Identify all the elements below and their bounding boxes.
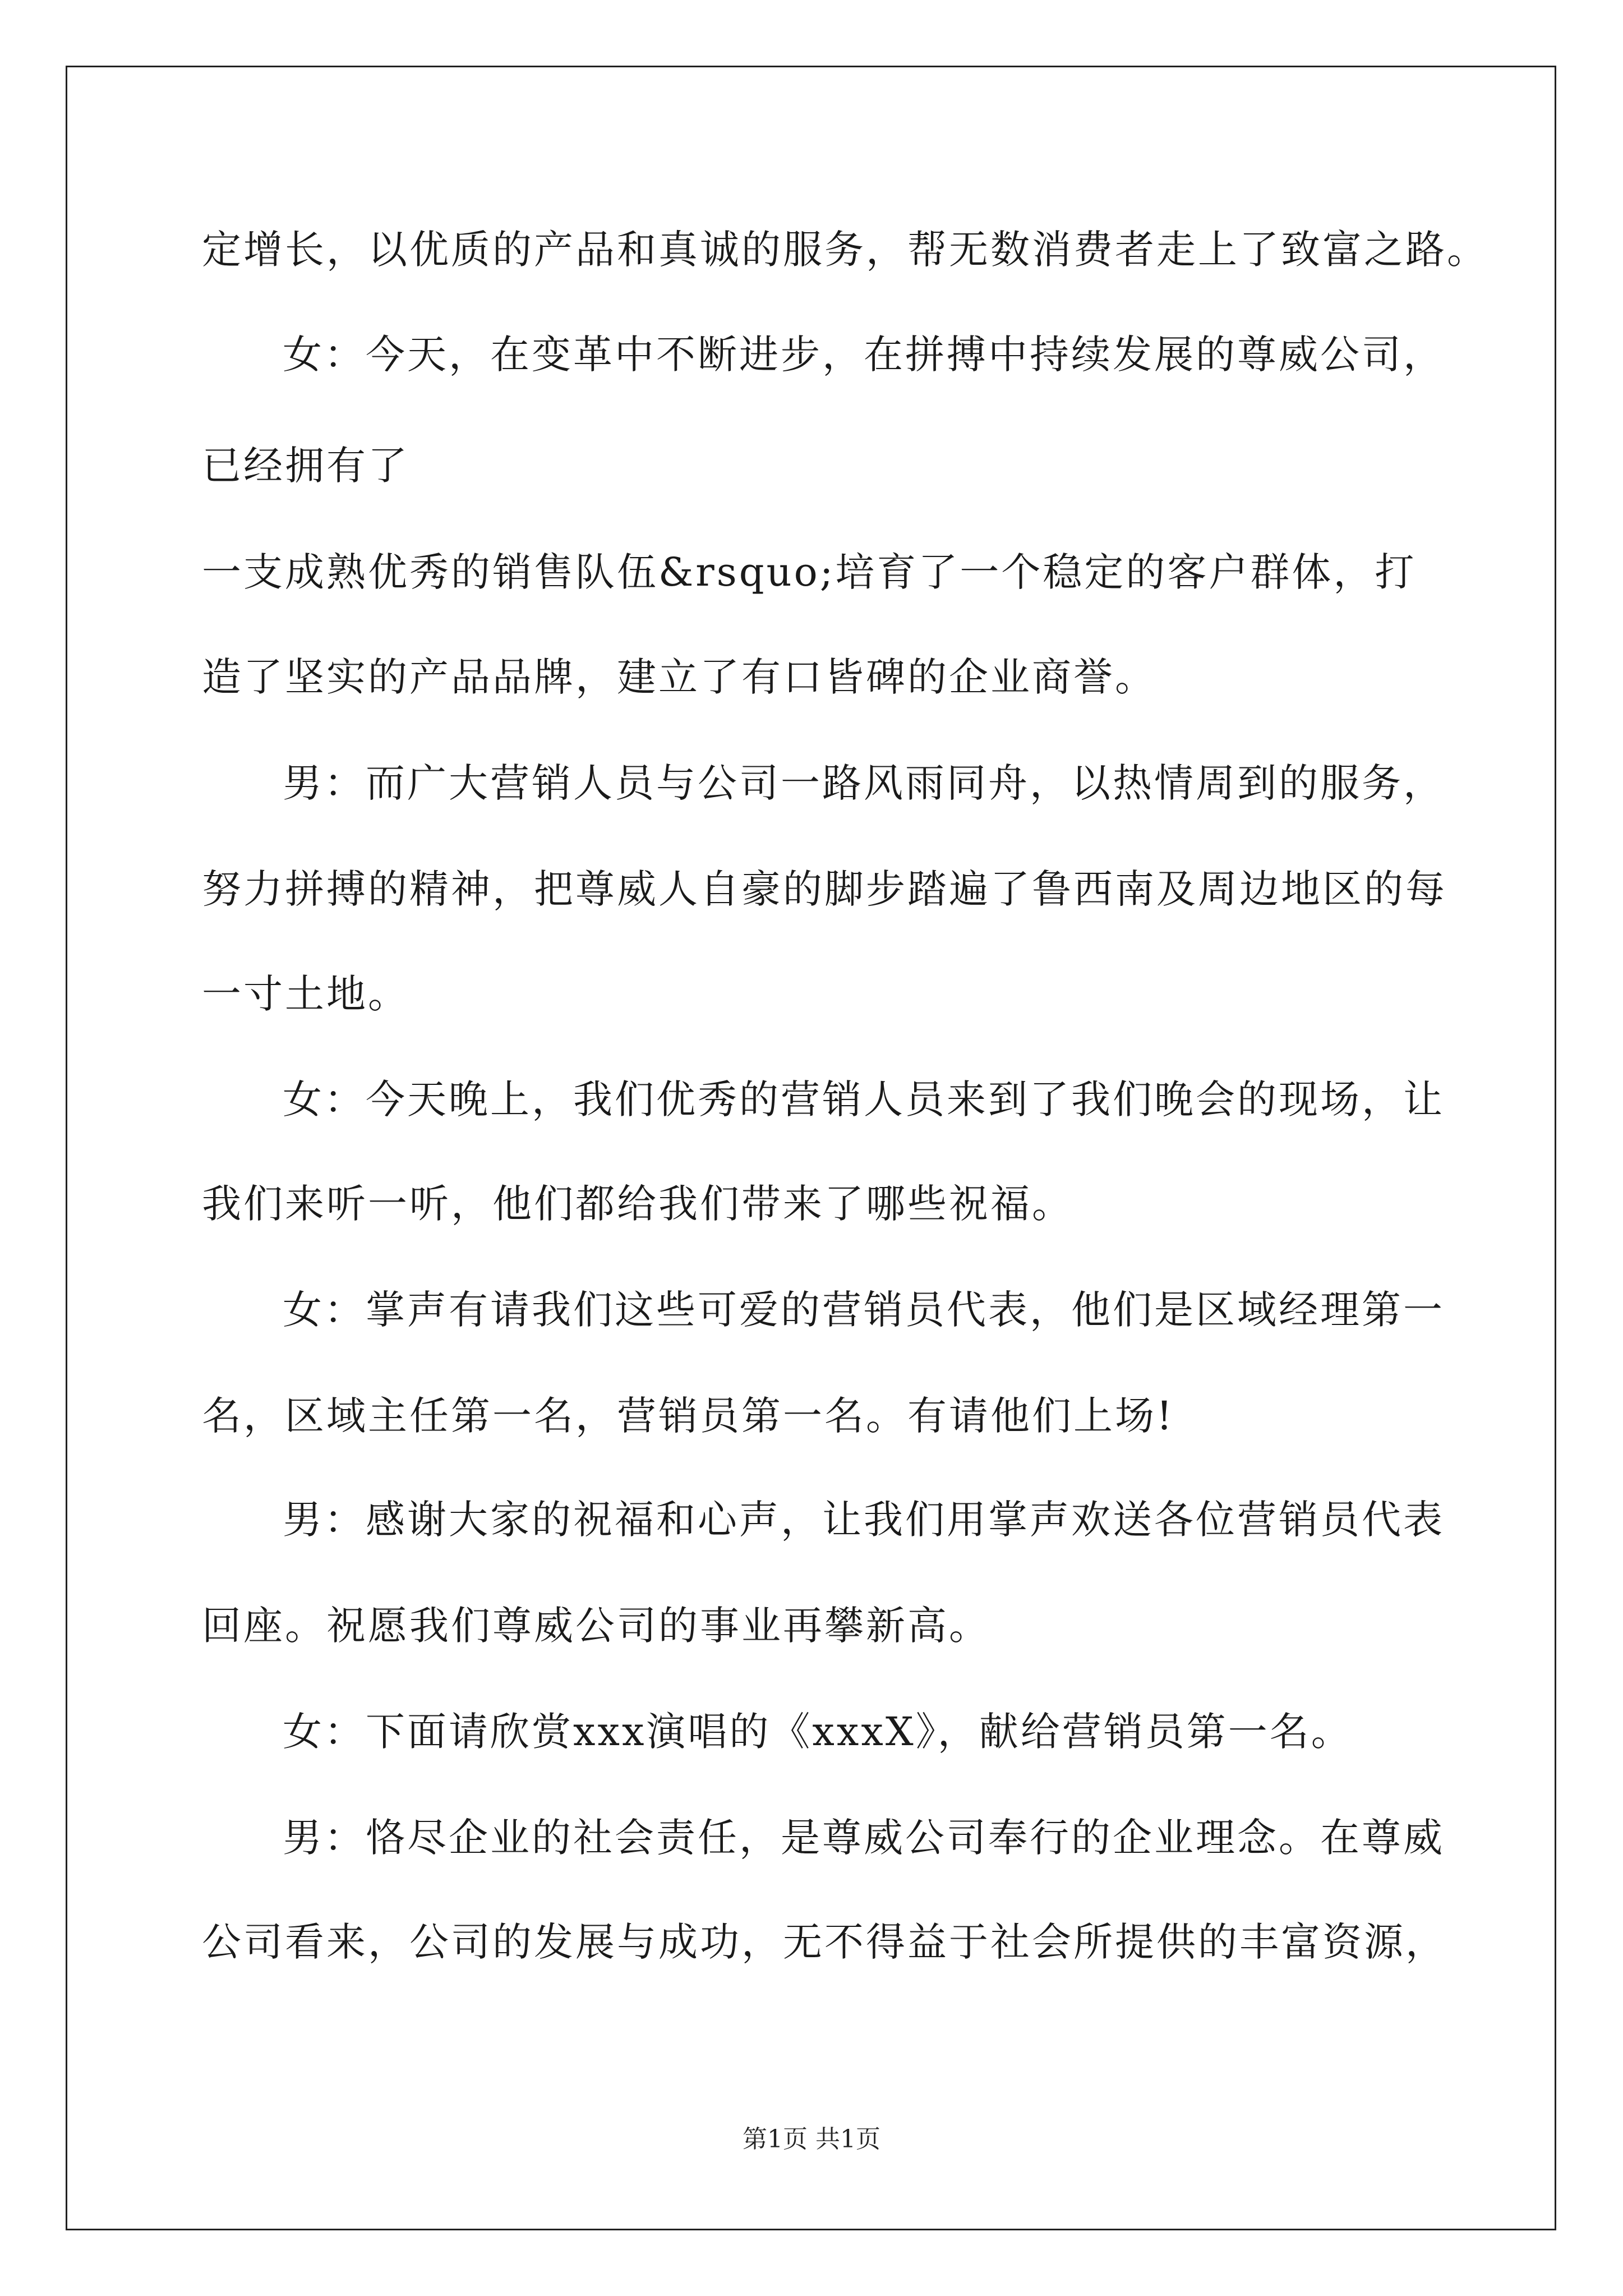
- text-line: 已经拥有了: [202, 443, 409, 489]
- text-line: 公司看来，公司的发展与成功，无不得益于社会所提供的丰富资源，: [202, 1919, 1447, 1965]
- text-line: 女：今天，在变革中不断进步，在拼搏中持续发展的尊威公司，: [283, 332, 1445, 378]
- text-line: 造了坚实的产品品牌，建立了有口皆碑的企业商誉。: [202, 654, 1156, 700]
- page-frame: [66, 66, 1556, 2230]
- page-number: 第1页 共1页: [743, 2125, 880, 2154]
- text-line: 名，区域主任第一名，营销员第一名。有请他们上场!: [202, 1393, 1175, 1439]
- text-line: 一支成熟优秀的销售队伍&rsquo;培育了一个稳定的客户群体，打: [202, 549, 1417, 595]
- text-line: 男：恪尽企业的社会责任，是尊威公司奉行的企业理念。在尊威: [283, 1815, 1445, 1861]
- text-line: 我们来听一听，他们都给我们带来了哪些祝福。: [202, 1181, 1073, 1227]
- text-line: 女：下面请欣赏xxx演唱的《xxxX》，献给营销员第一名。: [283, 1709, 1353, 1755]
- text-line: 男：而广大营销人员与公司一路风雨同舟，以热情周到的服务，: [283, 760, 1445, 806]
- text-line: 回座。祝愿我们尊威公司的事业再攀新高。: [202, 1603, 990, 1649]
- text-line: 定增长，以优质的产品和真诚的服务，帮无数消费者走上了致富之路。: [202, 227, 1488, 273]
- text-line: 努力拼搏的精神，把尊威人自豪的脚步踏遍了鲁西南及周边地区的每: [202, 866, 1447, 912]
- text-line: 女：掌声有请我们这些可爱的营销员代表，他们是区域经理第一: [283, 1287, 1445, 1333]
- text-line: 男：感谢大家的祝福和心声，让我们用掌声欢送各位营销员代表: [283, 1497, 1445, 1543]
- text-line: 女：今天晚上，我们优秀的营销人员来到了我们晚会的现场，让: [283, 1076, 1445, 1122]
- text-line: 一寸土地。: [202, 971, 409, 1017]
